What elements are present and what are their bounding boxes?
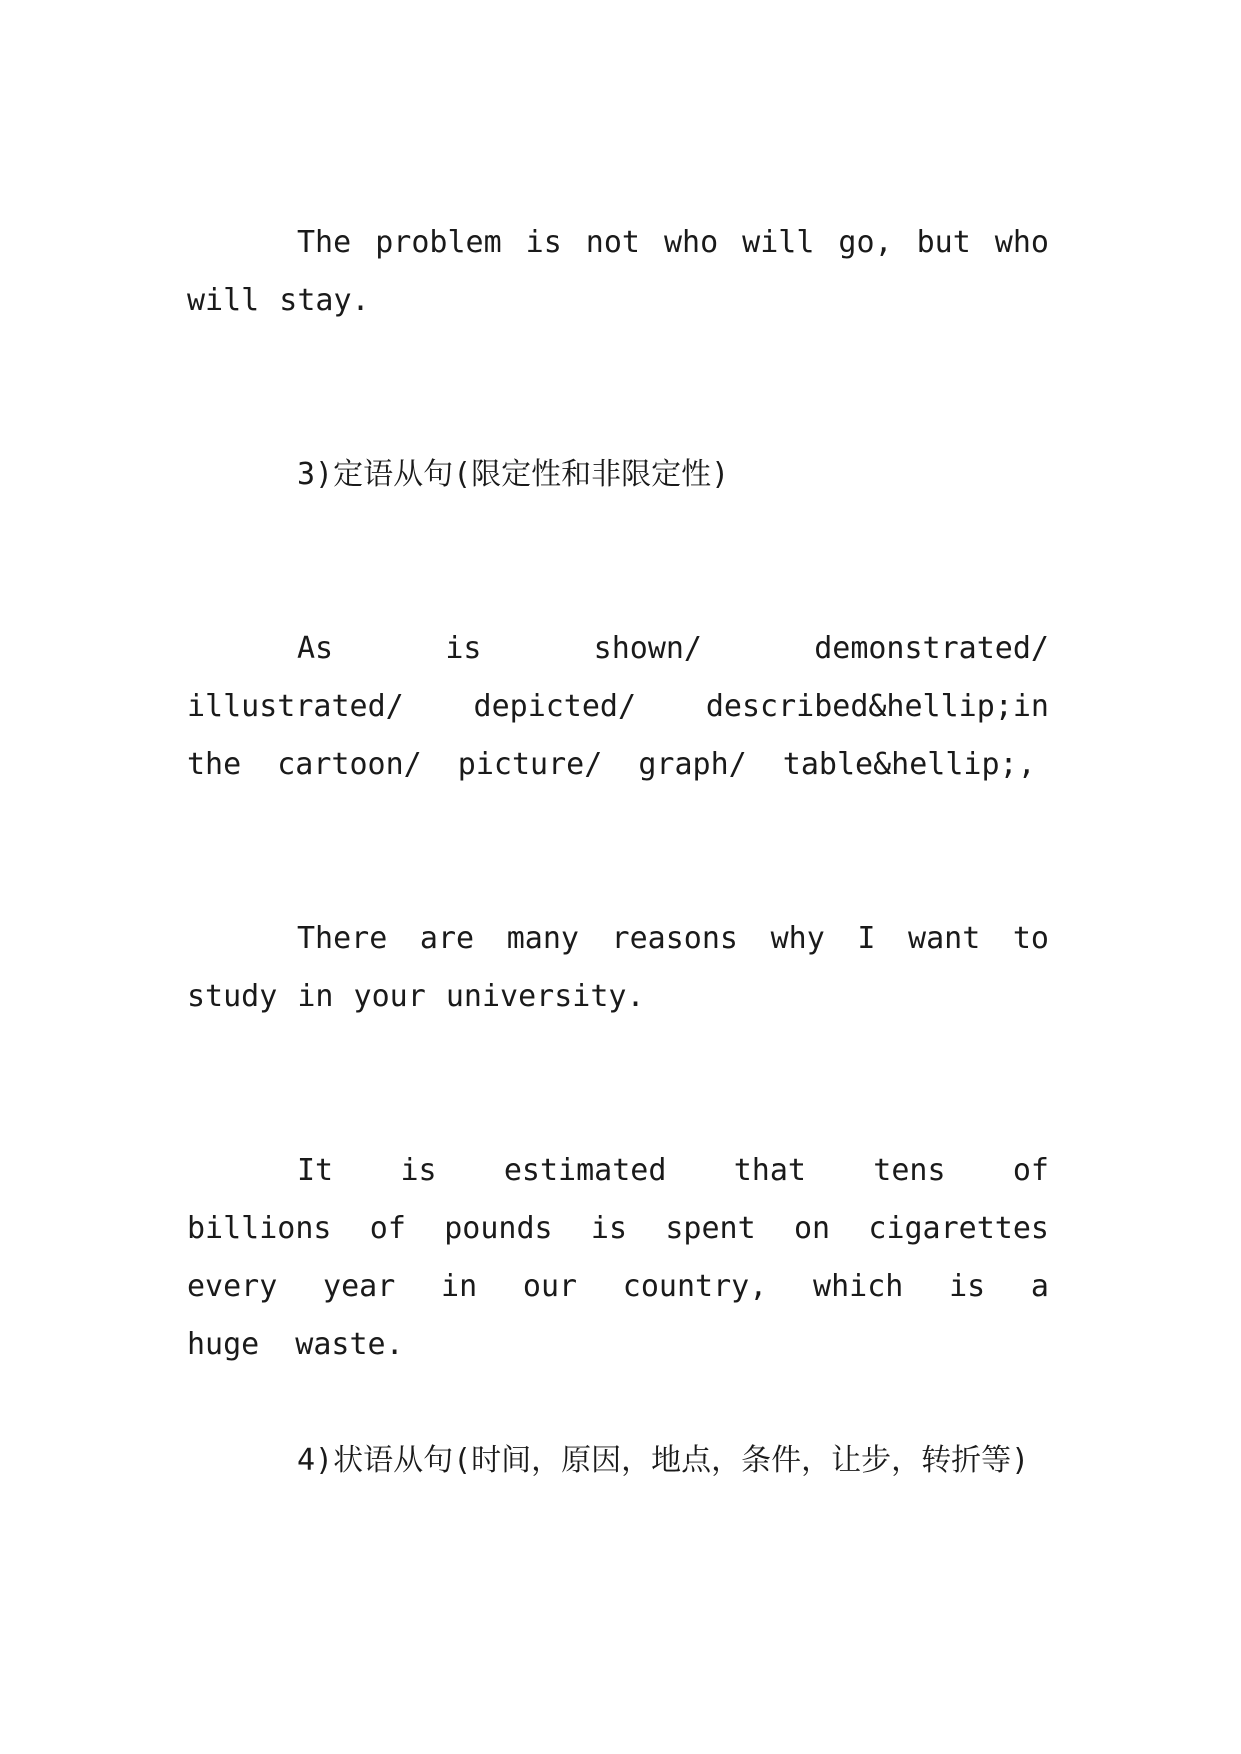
section-heading-adverbial-clause: 4)状语从句(时间，原因，地点，条件，让步，转折等): [297, 1443, 1030, 1478]
section-heading-attributive-clause: 3)定语从句(限定性和非限定性): [297, 457, 730, 492]
paragraph-as-is-shown: As is shown/ demonstrated/ illustrated/ depicted/ described&hellip;in the cartoon/ picture/ graph/ table&hellip;,: [187, 631, 1049, 782]
paragraph-example-sentence: The problem is not who will go, but who will stay.: [187, 225, 1049, 318]
paragraph-estimated: It is estimated that tens of billions of pounds is spent on cigarettes every year in our country, which is a huge waste.: [187, 1153, 1049, 1362]
paragraph-reasons: There are many reasons why I want to study in your university.: [187, 921, 1049, 1014]
